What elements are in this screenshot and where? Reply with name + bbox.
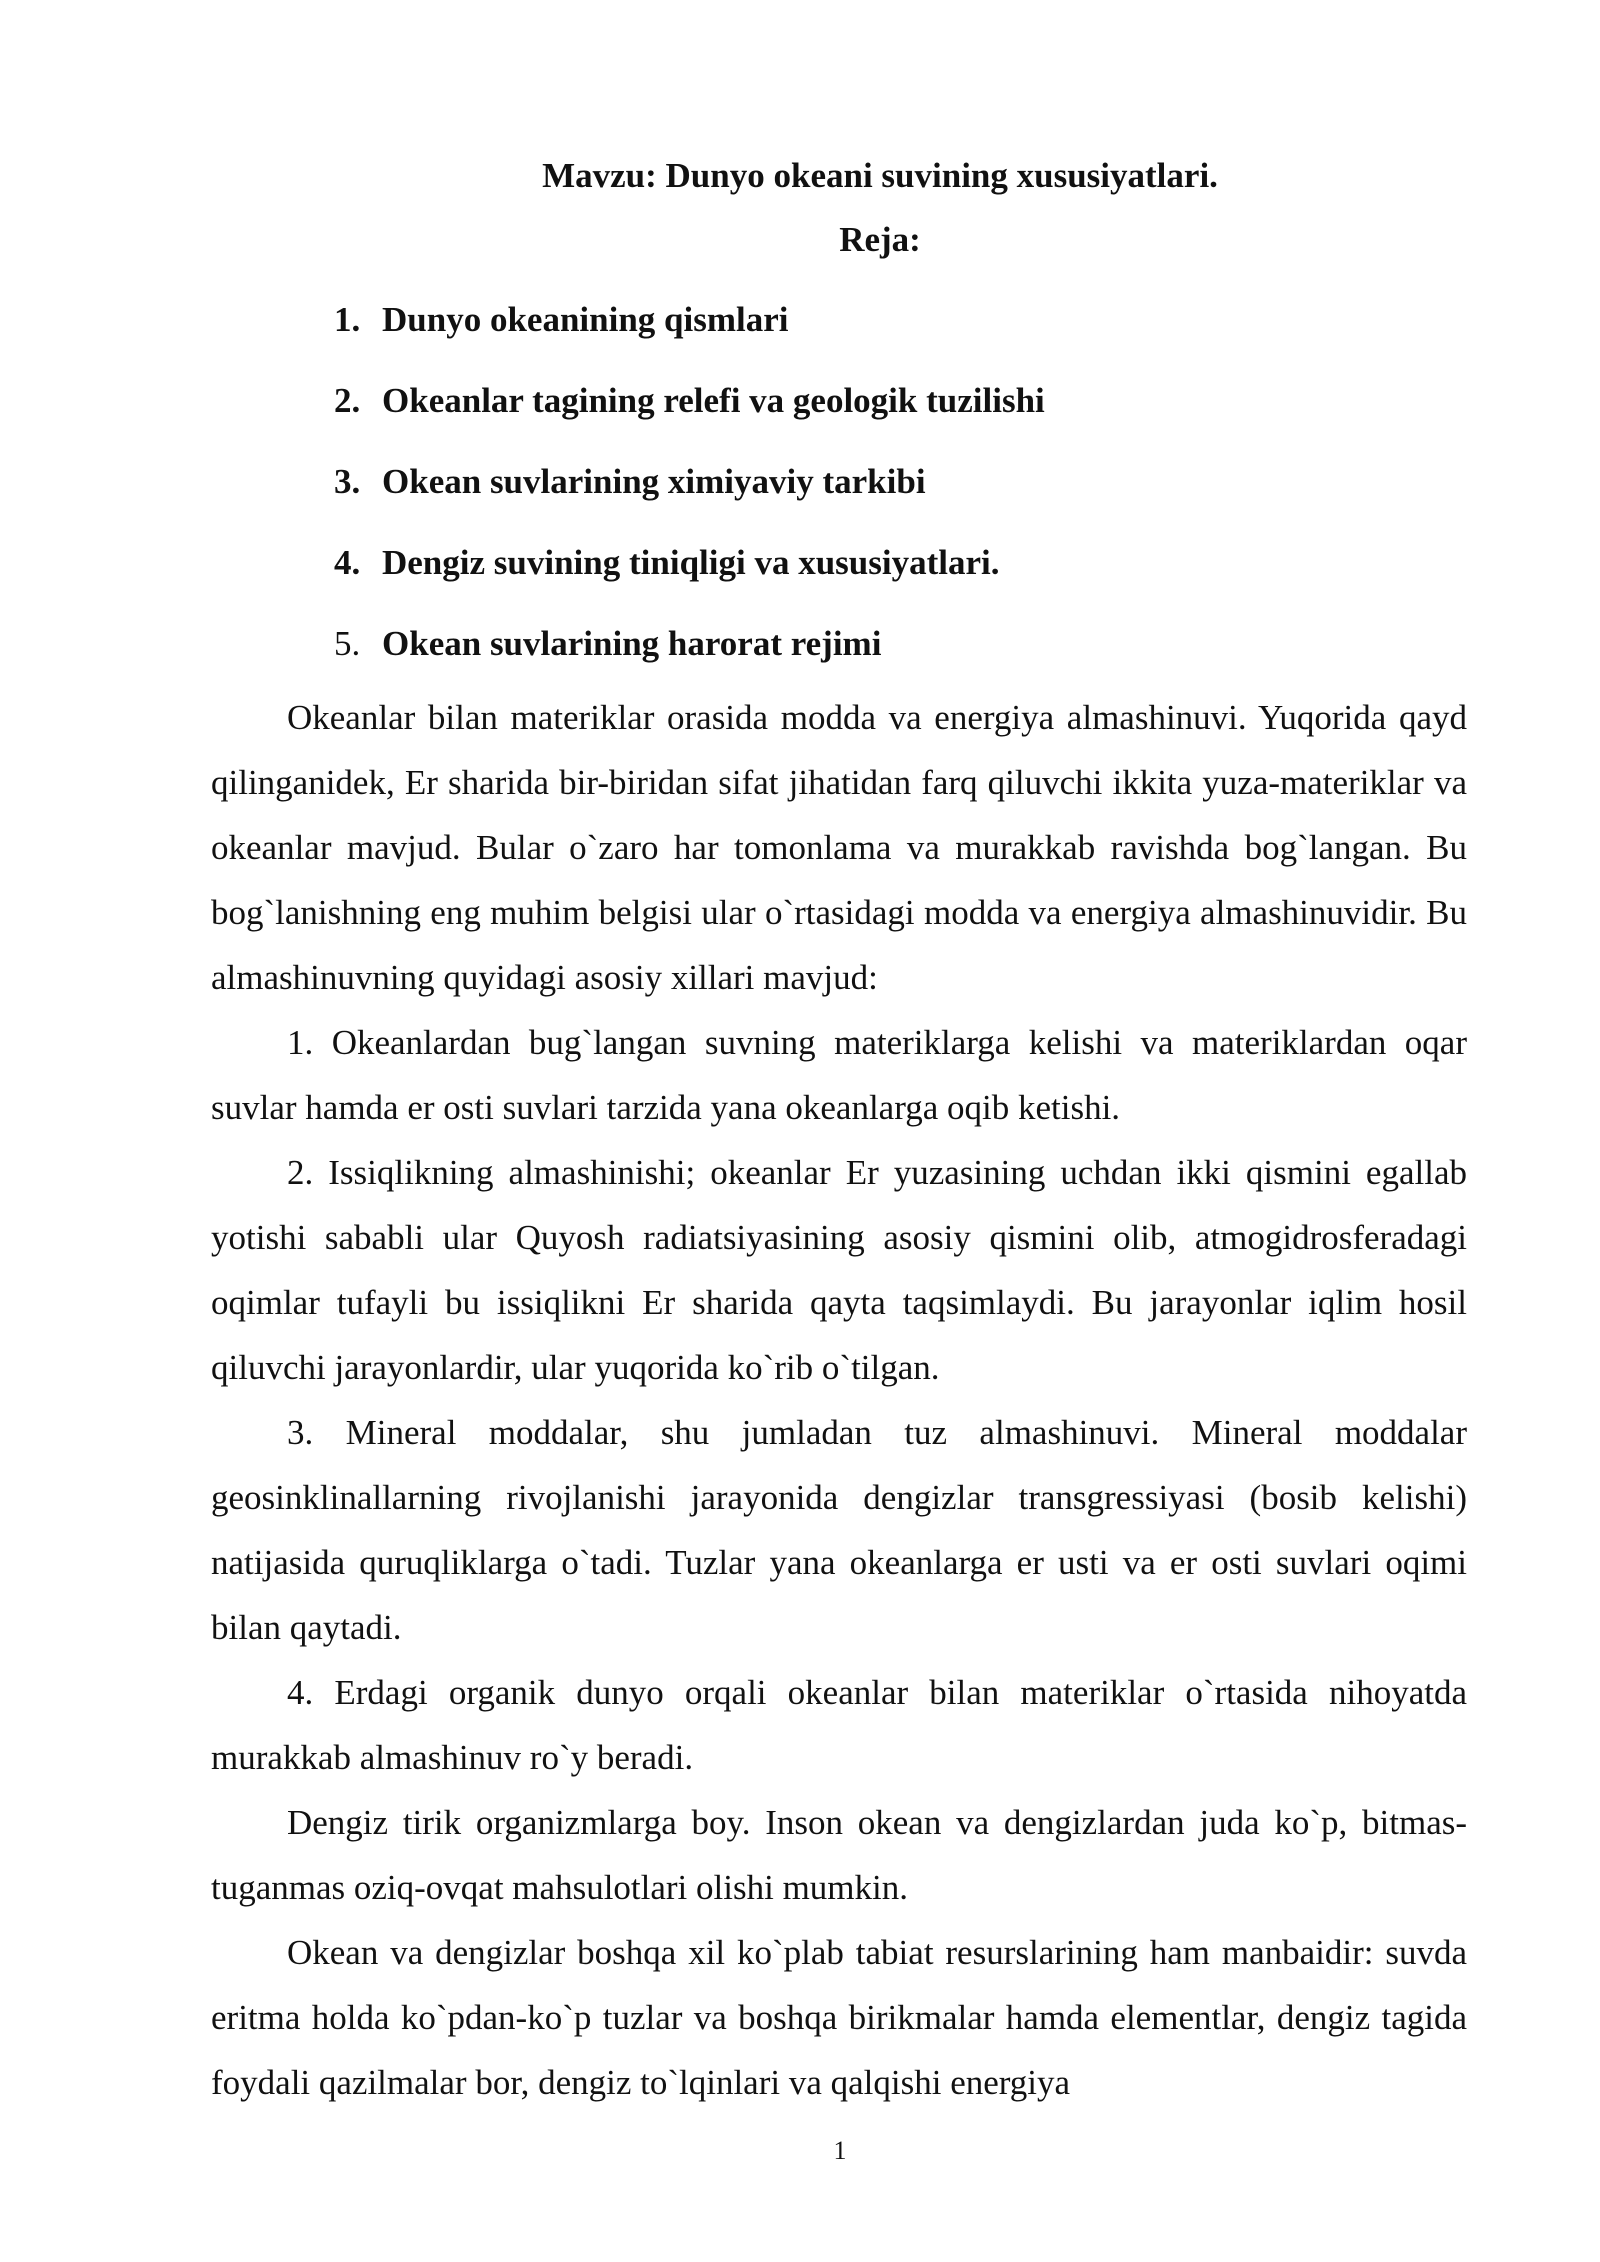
plan-item-number: 4. (334, 543, 361, 582)
plan-item-text: Okean suvlarining harorat rejimi (382, 624, 882, 663)
plan-item-text: Okeanlar tagining relefi va geologik tuzilishi (382, 381, 1045, 420)
plan-item (334, 296, 1045, 377)
plan-item-number: 5. (334, 624, 361, 663)
paragraph: 4. Erdagi organik dunyo orqali okeanlar bilan materiklar o`rtasida nihoyatda murakkab almashinuv ro`y beradi. (211, 1673, 1467, 1777)
paragraph: Okean va dengizlar boshqa xil ko`plab tabiat resurslarining ham manbaidir: suvda eritma holda ko`pdan-ko`p tuzlar va boshqa birikmalar hamda elementlar, dengiz tagida foydali qazilmalar bor, dengiz to`lqinlari va qalqishi energiya (211, 1933, 1467, 2102)
plan-item-number: 3. (334, 462, 361, 501)
paragraph: Dengiz tirik organizmlarga boy. Inson okean va dengizlardan juda ko`p, bitmas-tuganmas oziq-ovqat mahsulotlari olishi mumkin. (211, 1803, 1467, 1907)
plan-item-text: Dengiz suvining tiniqligi va xususiyatlari. (382, 543, 1000, 582)
plan-item-number: 2. (334, 381, 361, 420)
paragraph: 3. Mineral moddalar, shu jumladan tuz almashinuvi. Mineral moddalar geosinklinallarning rivojlanishi jarayonida dengizlar transgressiyasi (bosib kelishi) natijasida quruqliklarga o`tadi. Tuzlar yana okeanlarga er usti va er osti suvlari oqimi bilan qaytadi. (211, 1413, 1467, 1647)
paragraph: 2. Issiqlikning almashinishi; okeanlar Er yuzasining uchdan ikki qismini egallab yotishi sababli ular Quyosh radiatsiyasining asosiy qismini olib, atmogidrosferadagi oqimlar tufayli bu issiqlikni Er sharida qayta taqsimlaydi. Bu jarayonlar iqlim hosil qiluvchi jarayonlardir, ular yuqorida ko`rib o`tilgan. (211, 1153, 1467, 1387)
plan-list (334, 296, 1045, 701)
body-text (211, 685, 1467, 2115)
plan-item-text: Dunyo okeanining qismlari (382, 300, 789, 339)
paragraph: Okeanlar bilan materiklar orasida modda va energiya almashinuvi. Yuqorida qayd qilinganidek, Er sharida bir-biridan sifat jihatidan farq qiluvchi ikkita yuza-materiklar va okeanlar mavjud. Bular o`zaro har tomonlama va murakkab ravishda bog`langan. Bu bog`lanishning eng muhim belgisi ular o`rtasidagi modda va energiya almashinuvidir. Bu almashinuvning quyidagi asosiy xillari mavjud: (211, 698, 1467, 997)
plan-item (334, 539, 1045, 620)
plan-item (334, 458, 1045, 539)
plan-item-text: Okean suvlarining ximiyaviy tarkibi (382, 462, 926, 501)
plan-item (334, 377, 1045, 458)
paragraph: 1. Okeanlardan bug`langan suvning materiklarga kelishi va materiklardan oqar suvlar hamda er osti suvlari tarzida yana okeanlarga oqib ketishi. (211, 1023, 1467, 1127)
page-number: 1 (833, 2136, 847, 2165)
page-title: Mavzu: Dunyo okeani suvining xususiyatlari. (542, 156, 1218, 195)
plan-heading: Reja: (839, 220, 921, 259)
plan-item-number: 1. (334, 300, 361, 339)
